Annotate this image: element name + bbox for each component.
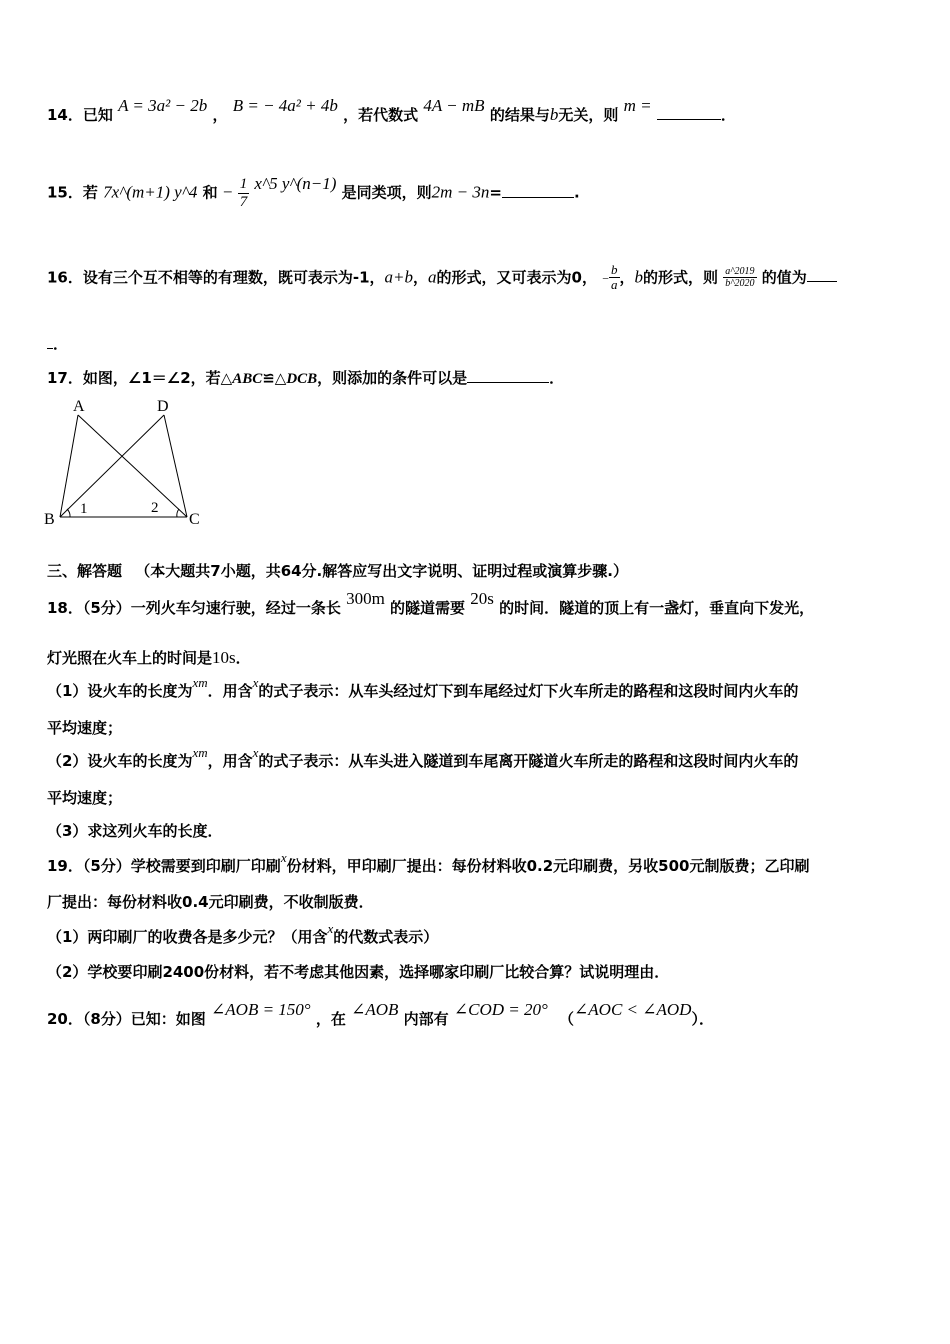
q14-end: ． xyxy=(720,106,736,124)
q20-mid: ，在 xyxy=(315,1010,346,1028)
q16-answer-blank[interactable] xyxy=(807,267,837,282)
q17-end: ． xyxy=(549,369,565,387)
q19-line2: 厂提出：每份材料收0.4元印刷费，不收制版费． xyxy=(47,893,374,911)
q18-p1-b: ．用含 xyxy=(207,682,253,700)
q14-answer-blank[interactable] xyxy=(657,105,721,120)
q16-cont: ． xyxy=(53,335,69,353)
label-a: A xyxy=(73,398,85,415)
question-15 xyxy=(47,173,580,210)
section-3-title: 三、解答题 xyxy=(47,562,123,580)
q14-sep: ， xyxy=(212,106,228,124)
q15-expr: 2m − 3n xyxy=(431,182,490,202)
question-19-part-1 xyxy=(47,921,439,947)
q19-p2: （2）学校要印刷2400份材料，若不考虑其他因素，选择哪家印刷厂比较合算？试说明理由． xyxy=(47,963,670,981)
q20-expr2: ∠AOB xyxy=(351,1000,399,1019)
q19-p1-x: x xyxy=(327,921,334,936)
q16-fraction-ba xyxy=(609,263,620,293)
q20-mid2: 内部有 xyxy=(403,1010,449,1028)
q19-line1-a: 19．（5分）学校需要到印刷厂印刷 xyxy=(47,857,281,875)
segment-dc xyxy=(164,415,187,517)
label-c: C xyxy=(189,511,200,528)
q14-expr-a: A = 3a² − 2b xyxy=(118,96,208,115)
q20-expr1: ∠AOB = 150° xyxy=(211,1000,311,1019)
question-18-part-3 xyxy=(47,820,222,841)
q18-p2-x: x xyxy=(252,745,259,760)
q15-eq: = xyxy=(489,183,502,202)
q20-expr3: ∠COD = 20° xyxy=(453,1000,548,1019)
q18-p2-d: 平均速度； xyxy=(47,789,123,807)
q20-prefix: 20．（8分）已知：如图 xyxy=(47,1010,206,1028)
label-d: D xyxy=(157,398,169,415)
q15-frac-sign: − xyxy=(222,182,233,202)
q14-expr: 4A − mB xyxy=(423,96,485,115)
question-17 xyxy=(47,367,564,388)
q17-answer-blank[interactable] xyxy=(467,368,549,383)
q18-time: 20s xyxy=(470,589,494,608)
question-20 xyxy=(47,1000,714,1029)
question-19 xyxy=(47,850,810,876)
q15-term2: x^5 y^(n−1) xyxy=(254,173,337,193)
q16-ab: a+b xyxy=(384,267,414,287)
section-3-header xyxy=(47,560,628,581)
q14-mid: ，若代数式 xyxy=(343,106,419,124)
q18-p2-c: 的式子表示：从车头进入隧道到车尾离开隧道火车所走的路程和这段时间内火车的 xyxy=(258,752,799,770)
q17-abc: ABC xyxy=(232,371,263,387)
label-b: B xyxy=(44,511,55,528)
q18-p2-xm: xm xyxy=(192,745,208,760)
q18-p1-c: 的式子表示：从车头经过灯下到车尾经过灯下火车所走的路程和这段时间内火车的 xyxy=(258,682,799,700)
q17-text1: 17．如图，∠1＝∠2，若△ xyxy=(47,369,233,387)
q16-frac-den: a xyxy=(611,277,618,293)
q14-expr-b: B = − 4a² + 4b xyxy=(232,96,338,115)
q16-frac-num: b xyxy=(611,262,618,277)
question-18 xyxy=(47,589,815,618)
q18-prefix: 18．（5分）一列火车匀速行驶，经过一条长 xyxy=(47,599,341,617)
triangle-figure xyxy=(40,395,220,535)
question-19-line2 xyxy=(47,891,374,912)
q20-paren-close: ）． xyxy=(691,1010,714,1028)
q16-sep2: ， xyxy=(619,268,635,287)
q18-p2-a: （2）设火车的长度为 xyxy=(47,752,193,770)
question-18-part-2-cont xyxy=(47,787,122,808)
q15-end: . xyxy=(573,183,580,202)
q15-frac-num: 1 xyxy=(239,176,248,192)
q14-mid2: 的结果与 xyxy=(489,106,550,124)
q14-var-b: b xyxy=(549,105,559,124)
q16-text2: 的形式，又可表示为0， xyxy=(436,268,597,287)
q15-term1: 7x^(m+1) y^4 xyxy=(103,182,198,202)
q14-mid3: 无关，则 xyxy=(558,106,619,124)
q16-text4: 的值为 xyxy=(761,268,807,287)
question-16-continuation xyxy=(47,333,68,354)
q19-p1-b: 的代数式表示） xyxy=(333,928,439,946)
angle-2-arc xyxy=(177,509,179,517)
q16-text3: 的形式，则 xyxy=(643,268,719,287)
q15-answer-blank[interactable] xyxy=(502,183,574,198)
q18-p3: （3）求这列火车的长度． xyxy=(47,822,223,840)
q18-line2-a: 灯光照在火车上的时间是 xyxy=(47,649,213,667)
q18-p2-b: ，用含 xyxy=(207,752,253,770)
q18-mid: 的隧道需要 xyxy=(390,599,466,617)
q17-dcb: DCB xyxy=(286,371,318,387)
q18-p1-d: 平均速度； xyxy=(47,719,123,737)
q19-p1-a: （1）两印刷厂的收费各是多少元？（用含 xyxy=(47,928,328,946)
label-angle-1: 1 xyxy=(80,501,88,517)
q16-frac-sign: − xyxy=(602,271,610,286)
q20-expr4: ∠AOC < ∠AOD xyxy=(574,1000,692,1019)
q19-line1-b: 份材料，甲印刷厂提出：每份材料收0.2元印刷费，另收500元制版费；乙印刷 xyxy=(286,857,810,875)
q18-light-time: 10s xyxy=(212,648,236,667)
q18-len: 300m xyxy=(346,589,385,608)
q17-cong: ≌△ xyxy=(262,369,287,387)
question-18-part-1 xyxy=(47,675,799,701)
q18-p1-xm: xm xyxy=(192,675,208,690)
q16-frac2-den: b^2020 xyxy=(725,278,755,290)
q14-expr-m: m = xyxy=(623,96,652,115)
q15-fraction xyxy=(238,176,250,210)
question-18-line2 xyxy=(47,647,251,668)
q15-prefix: 15．若 xyxy=(47,183,98,202)
q18-p1-a: （1）设火车的长度为 xyxy=(47,682,193,700)
q16-text1: 16．设有三个互不相等的有理数，既可表示为-1， xyxy=(47,268,385,287)
q16-sep: ， xyxy=(413,268,429,287)
question-18-part-1-cont xyxy=(47,717,122,738)
question-16 xyxy=(47,263,837,293)
section-3-note: （本大题共7小题，共64分.解答应写出文字说明、证明过程或演算步骤.） xyxy=(135,562,628,580)
q17-text2: ，则添加的条件可以是 xyxy=(317,369,468,387)
q18-p1-x: x xyxy=(252,675,259,690)
q18-mid2: 的时间．隧道的顶上有一盏灯，垂直向下发光， xyxy=(499,599,815,617)
q18-line2-end: ． xyxy=(235,649,251,667)
question-19-part-2 xyxy=(47,961,669,982)
segment-ac xyxy=(78,415,187,517)
q15-frac-den: 7 xyxy=(239,193,248,210)
question-18-part-2 xyxy=(47,745,799,771)
angle-1-arc xyxy=(67,509,70,517)
question-14 xyxy=(47,96,736,125)
q16-a: a xyxy=(428,267,437,287)
q16-frac2-num: a^2019 xyxy=(725,266,755,278)
q15-mid2: 是同类项，则 xyxy=(341,183,432,202)
q16-b: b xyxy=(634,267,644,287)
q16-fraction-power xyxy=(723,266,756,289)
q14-prefix: 14．已知 xyxy=(47,106,113,124)
q20-paren-open: （ xyxy=(559,1010,575,1028)
q19-x: x xyxy=(280,850,287,865)
label-angle-2: 2 xyxy=(151,500,159,516)
q15-mid: 和 xyxy=(202,183,218,202)
